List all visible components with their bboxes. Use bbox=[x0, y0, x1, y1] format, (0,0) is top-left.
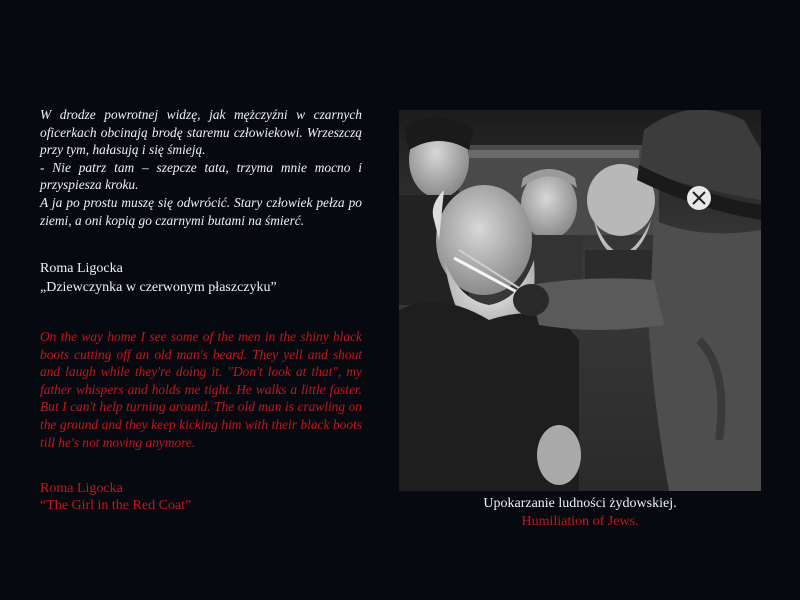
photo-caption bbox=[399, 495, 761, 531]
polish-quote-paragraph: W drodze powrotnej widzę, jak mężczyźni w czarnych oficerkach obcinają brodę staremu człowiekowi. Wrzeszczą przy tym, hałasują i się śmieją. bbox=[40, 107, 362, 158]
polish-quote-paragraph: - Nie patrz tam – szepcze tata, trzyma mnie mocno i przyspiesza kroku. bbox=[40, 159, 362, 193]
english-attribution bbox=[40, 480, 191, 514]
english-book-title: “The Girl in the Red Coat” bbox=[40, 498, 192, 513]
polish-book-title: „Dziewczynka w czerwonym płaszczyku” bbox=[40, 280, 277, 295]
polish-quote bbox=[40, 106, 362, 229]
historical-photograph bbox=[399, 110, 761, 491]
photo-caption-polish: Upokarzanie ludności żydowskiej. bbox=[483, 496, 677, 511]
english-author: Roma Ligocka bbox=[40, 481, 123, 496]
english-quote: On the way home I see some of the men in the shiny black boots cutting off an old man's beard. They yell and shout and laugh while they're doing it. "Don't look at that", my father whispers and holds me tight. He walks a little faster. But I can't help turning around. The old man is crawling on the ground and they keep kicking him with their black boots till he's not moving anymore. bbox=[40, 329, 362, 450]
polish-author: Roma Ligocka bbox=[40, 261, 123, 276]
polish-quote-paragraph: A ja po prostu muszę się odwrócić. Stary człowiek pełza po ziemi, a oni kopią go czarnymi butami na śmierć. bbox=[40, 194, 362, 228]
polish-attribution bbox=[40, 259, 277, 297]
photo-caption-english: Humiliation of Jews. bbox=[521, 514, 639, 529]
